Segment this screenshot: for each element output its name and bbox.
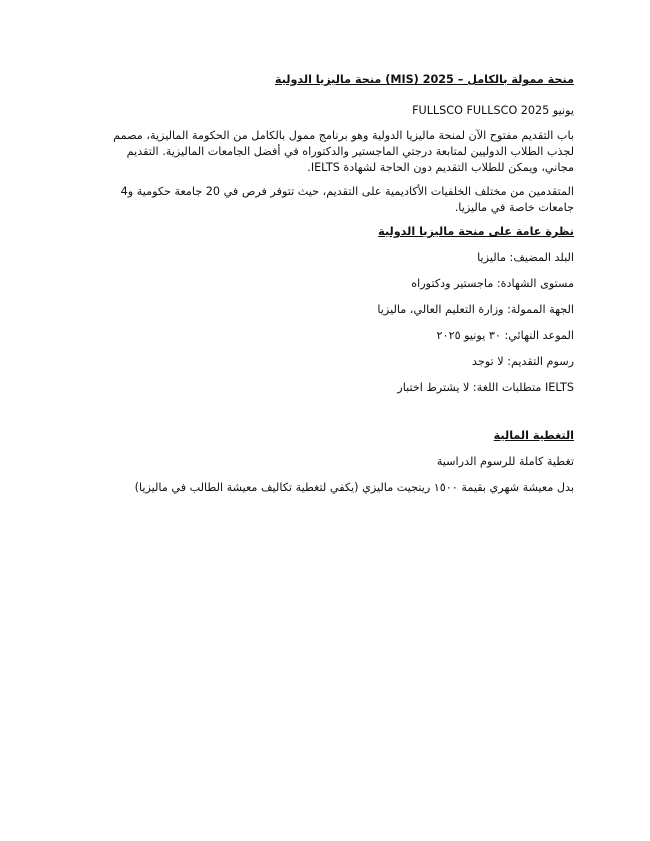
overview-list [96, 250, 574, 396]
overview-item-degree-level: مستوى الشهادة: ماجستير ودكتوراه [411, 277, 574, 290]
overview-item-language-requirement: IELTS متطلبات اللغة: لا يشترط اختبار [397, 381, 574, 394]
overview-item-deadline: الموعد النهائي: ٣٠ يونيو ٢٠٢٥ [436, 329, 574, 342]
date-line: يونيو FULLSCO FULLSCO 2025 [412, 104, 574, 117]
document-title: منحة ممولة بالكامل – 2025 (MIS) منحة ماليزيا الدولية [274, 73, 574, 86]
eligibility-paragraph: المتقدمين من مختلف الخلفيات الأكاديمية على التقديم، حيث تتوفر فرص في 20 جامعة حكومية و4 جامعات خاصة في ماليزيا. [120, 185, 574, 214]
overview-item-host-country: البلد المضيف: ماليزيا [477, 251, 574, 264]
overview-item-application-fee: رسوم التقديم: لا توجد [472, 355, 574, 368]
coverage-list [96, 454, 574, 496]
coverage-item-tuition: تغطية كاملة للرسوم الدراسية [436, 455, 574, 468]
coverage-item-stipend: بدل معيشة شهري بقيمة ١٥٠٠ رينجيت ماليزي (يكفي لتغطية تكاليف معيشة الطالب في ماليزيا) [134, 481, 574, 494]
coverage-heading: التغطية المالية [493, 429, 574, 442]
intro-paragraph: باب التقديم مفتوح الآن لمنحة ماليزيا الدولية وهو برنامج ممول بالكامل من الحكومة الماليزية، مصمم لجذب الطلاب الدوليين لمتابعة درجتي الماجستير والدكتوراه في أفضل الجامعات الماليزية. التقديم مجاني، ويمكن للطلاب التقديم دون الحاجة لشهادة IELTS. [113, 129, 574, 174]
overview-item-funding-body: الجهة الممولة: وزارة التعليم العالي، ماليزيا [377, 303, 574, 316]
overview-heading: نظرة عامة على منحة ماليزيا الدولية [378, 225, 574, 238]
section-spacer [96, 406, 574, 428]
document-content [96, 72, 574, 506]
